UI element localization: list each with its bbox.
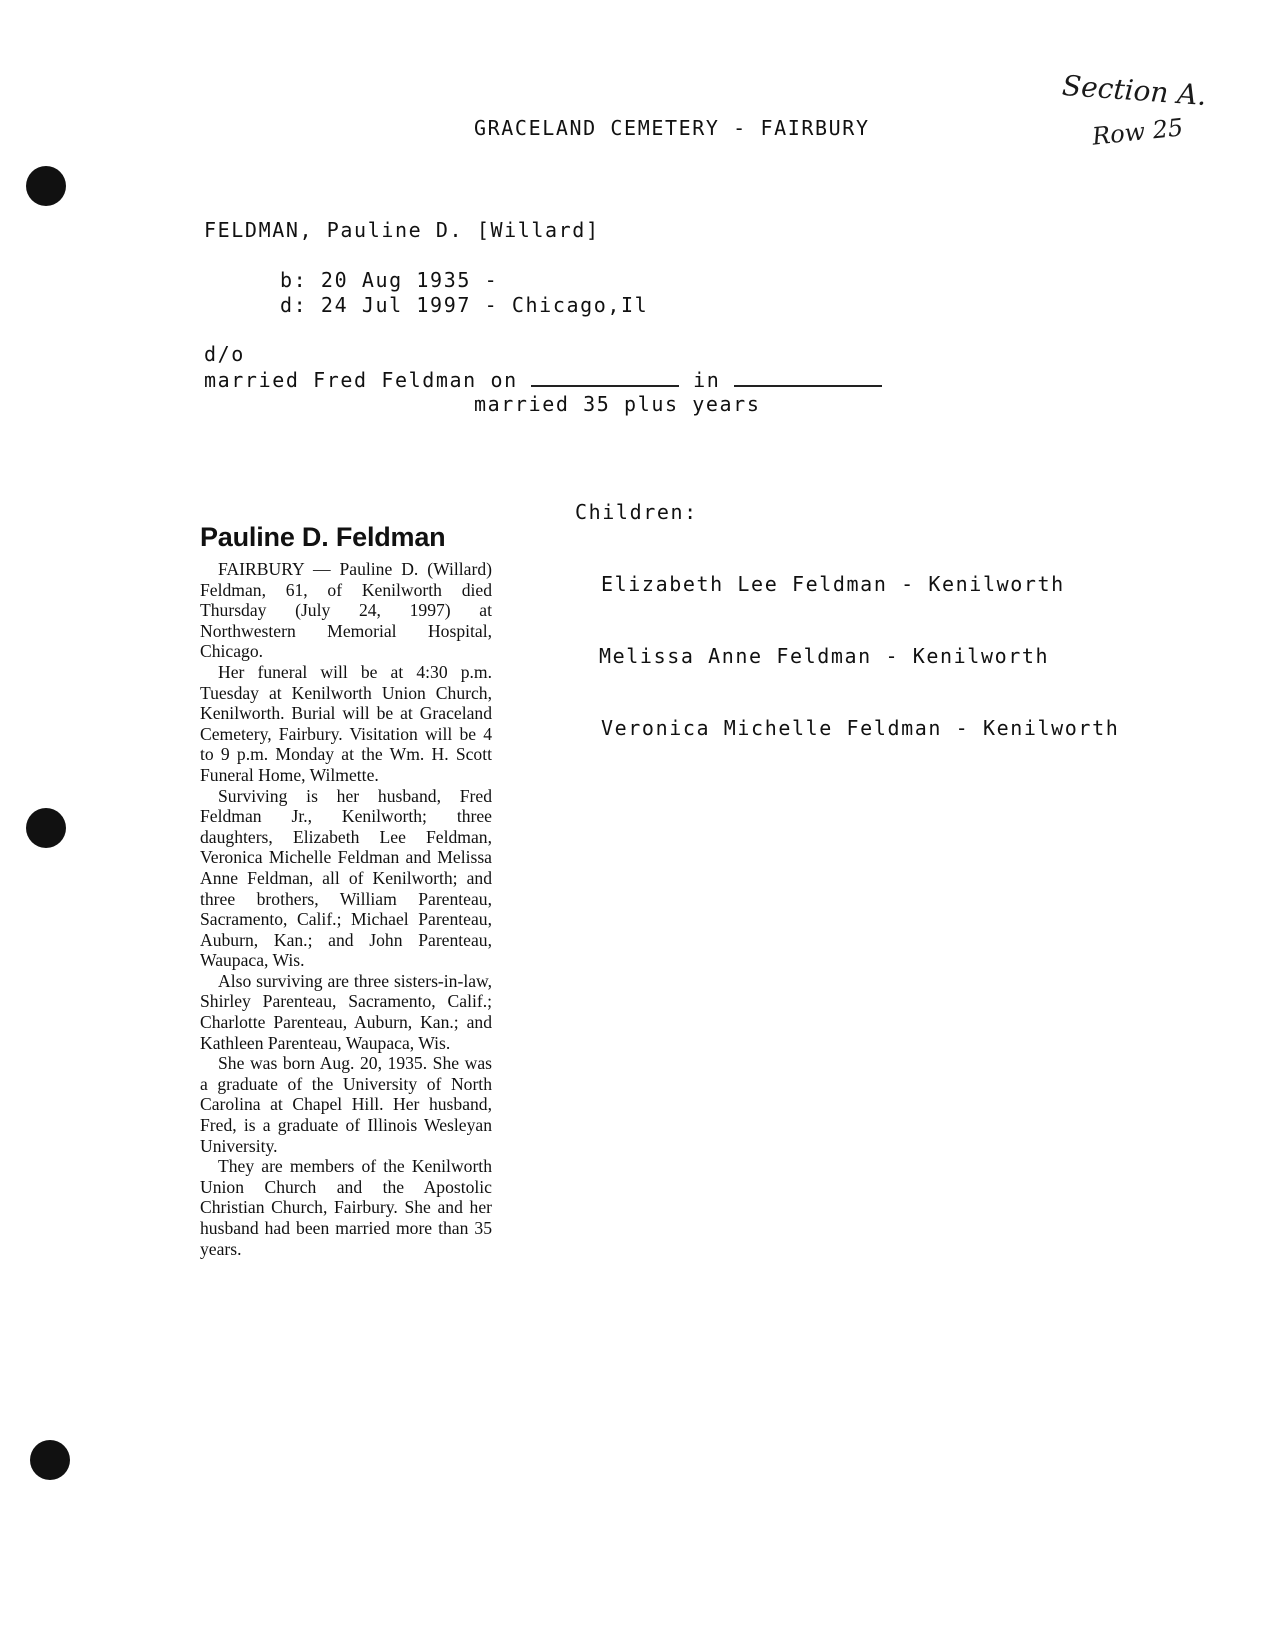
obituary-paragraph: She was born Aug. 20, 1935. She was a graduate of the University of North Carolina at Chapel Hill. Her husband, Fred, is a graduate of Illinois Wesleyan University. [200,1053,492,1156]
married-date-blank [531,367,679,387]
married-line [204,367,882,392]
married-place-blank [734,367,882,387]
person-name: FELDMAN, Pauline D. [Willard] [204,218,600,242]
married-in: in [693,368,721,392]
page-title: GRACELAND CEMETERY - FAIRBURY [474,116,870,140]
obituary-paragraph: Her funeral will be at 4:30 p.m. Tuesday at Kenilworth Union Church, Kenilworth. Burial will be at Graceland Cemetery, Fairbury. Visitation will be 4 to 9 p.m. Monday at the Wm. H. Scott Funeral Home, Wilmette. [200,661,492,785]
obituary-paragraph: Also surviving are three sisters-in-law, Shirley Parenteau, Sacramento, Calif.; Charlotte Parenteau, Auburn, Kan.; and Kathleen Parenteau, Waupaca, Wis. [200,970,492,1053]
punch-hole-bottom [30,1440,70,1480]
married-prefix: married Fred Feldman on [204,368,518,392]
punch-hole-top [26,166,66,206]
children-list [575,452,1119,764]
married-years: married 35 plus years [474,392,761,416]
child-item: Elizabeth Lee Feldman - Kenilworth [601,572,1065,596]
obituary-paragraph: They are members of the Kenilworth Union Church and the Apostolic Christian Church, Fairbury. She and her husband had been married more than 35 years. [200,1156,492,1259]
obituary-paragraph: FAIRBURY — Pauline D. (Willard) Feldman, 61, of Kenilworth died Thursday (July 24, 1997) at Northwestern Memorial Hospital, Chicago. [200,559,492,662]
children-label: Children: [575,500,698,524]
child-item: Veronica Michelle Feldman - Kenilworth [601,716,1120,740]
daughter-of-line: d/o [204,342,245,366]
handwritten-row-note: Row 25 [1090,113,1185,151]
obituary-title: Pauline D. Feldman [200,522,446,552]
death-line: d: 24 Jul 1997 - Chicago,Il [280,293,649,317]
handwritten-section-note: Section A. [1061,68,1208,113]
obituary-clipping [200,522,492,1259]
obituary-paragraph: Surviving is her husband, Fred Feldman Jr., Kenilworth; three daughters, Elizabeth Lee Feldman, Veronica Michelle Feldman and Melissa Anne Feldman, all of Kenilworth; and three brothers, William Parenteau, Sacramento, Calif.; Michael Parenteau, Auburn, Kan.; and John Parenteau, Waupaca, Wis. [200,785,492,971]
punch-hole-middle [26,808,66,848]
birth-line: b: 20 Aug 1935 - [280,268,499,292]
child-item: Melissa Anne Feldman - Kenilworth [599,644,1050,668]
